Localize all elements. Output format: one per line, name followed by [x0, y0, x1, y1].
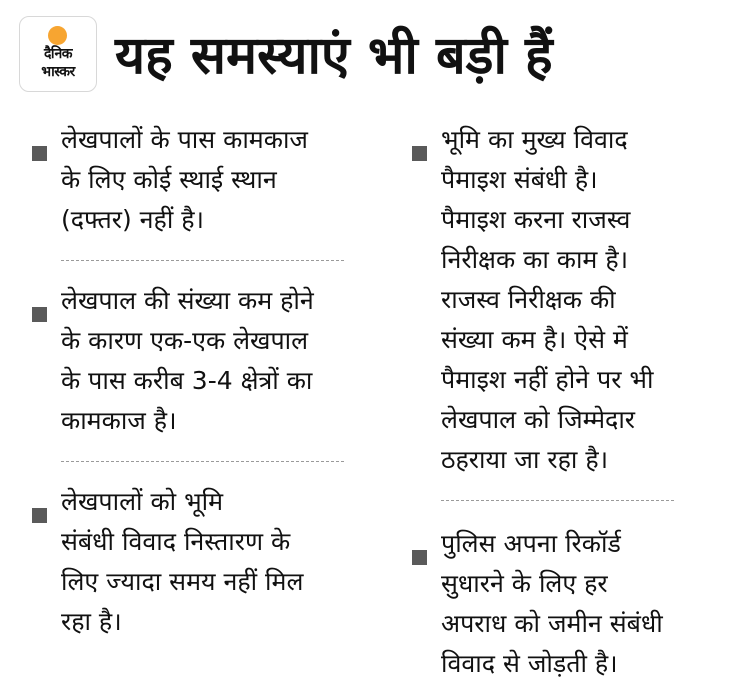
list-item [410, 120, 730, 480]
sun-icon [48, 26, 67, 45]
right-column [410, 120, 730, 684]
dashed-divider [61, 260, 344, 261]
list-item [30, 281, 370, 441]
square-bullet-icon [412, 146, 427, 161]
logo-text-line1: दैनिक [43, 46, 73, 62]
square-bullet-icon [32, 146, 47, 161]
list-item [410, 524, 730, 684]
dainik-bhaskar-logo [19, 16, 97, 92]
left-column [30, 120, 370, 642]
logo-text-line2: भास्कर [41, 64, 75, 80]
item-text: पुलिस अपना रिकॉर्ड सुधारने के लिए हर अपराध को जमीन संबंधी विवाद से जोड़ती है। [441, 529, 663, 678]
headline: यह समस्याएं भी बड़ी हैं [115, 26, 553, 86]
square-bullet-icon [32, 508, 47, 523]
item-text: भूमि का मुख्य विवाद पैमाइश संबंधी है। पैमाइश करना राजस्व निरीक्षक का काम है। राजस्व निरीक्षक की संख्या कम है। ऐसे में पैमाइश नहीं होने पर भी लेखपाल को जिम्मेदार ठहराया जा रहा है। [441, 125, 654, 474]
dashed-divider [441, 500, 674, 501]
square-bullet-icon [32, 307, 47, 322]
item-text: लेखपालों के पास कामकाज के लिए कोई स्थाई स्थान (दफ्तर) नहीं है। [61, 125, 308, 234]
dashed-divider [61, 461, 344, 462]
item-text: लेखपाल की संख्या कम होने के कारण एक-एक लेखपाल के पास करीब 3-4 क्षेत्रों का कामकाज है। [61, 286, 314, 435]
list-item [30, 120, 370, 240]
item-text: लेखपालों को भूमि संबंधी विवाद निस्तारण के लिए ज्यादा समय नहीं मिल रहा है। [61, 487, 304, 636]
list-item [30, 482, 370, 642]
square-bullet-icon [412, 550, 427, 565]
